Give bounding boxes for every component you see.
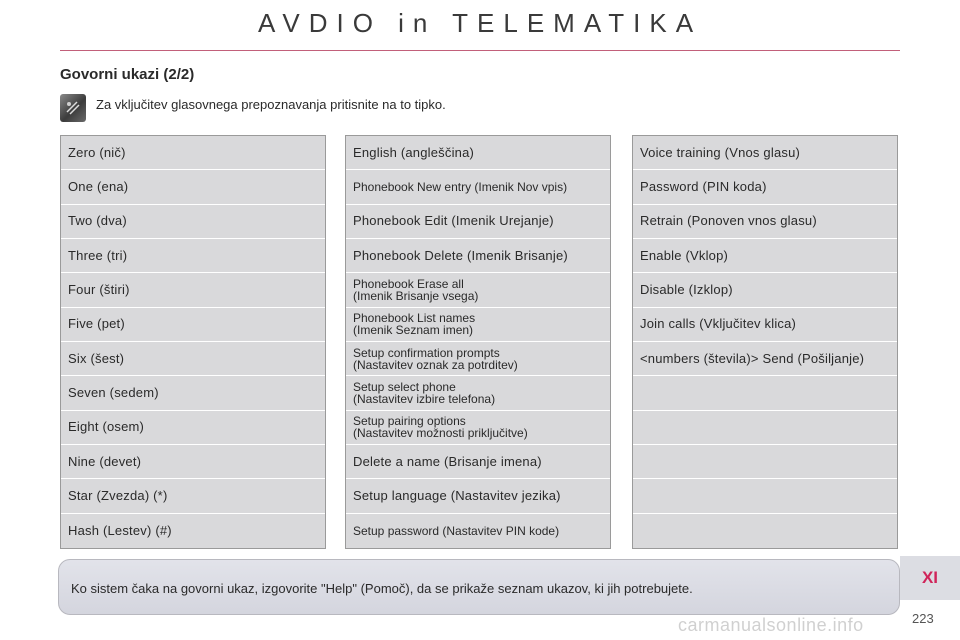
table-cell: Voice training (Vnos glasu) xyxy=(633,136,897,170)
table-cell: Setup language (Nastavitev jezika) xyxy=(346,479,610,513)
table-cell: Phonebook New entry (Imenik Nov vpis) xyxy=(346,170,610,204)
note-text: Ko sistem čaka na govorni ukaz, izgovorite "Help" (Pomoč), da se prikaže seznam ukazov, ki jih potrebujete. xyxy=(71,581,693,596)
table-cell: Setup password (Nastavitev PIN kode) xyxy=(353,523,560,538)
table-cell: Enable (Vklop) xyxy=(633,239,897,273)
table-cell: Six (šest) xyxy=(61,342,325,376)
table-cell: Two (dva) xyxy=(61,205,325,239)
table-cell: Setup confirmation prompts (Nastavitev oznak za potrditev) xyxy=(346,342,610,376)
voice-button-icon xyxy=(60,94,86,122)
chapter-tab xyxy=(900,556,960,600)
table-cell xyxy=(633,376,897,410)
commands-column-2 xyxy=(345,135,611,549)
table-cell: Eight (osem) xyxy=(61,411,325,445)
table-cell xyxy=(633,514,897,548)
table-cell: Password (PIN koda) xyxy=(633,170,897,204)
table-cell: Setup select phone (Nastavitev izbire telefona) xyxy=(346,376,610,410)
page-number: 223 xyxy=(912,611,934,626)
intro-text: Za vključitev glasovnega prepoznavanja pritisnite na to tipko. xyxy=(96,97,446,112)
table-cell: Five (pet) xyxy=(61,308,325,342)
table-cell: Phonebook Erase all (Imenik Brisanje vsega) xyxy=(346,273,610,307)
table-cell: Seven (sedem) xyxy=(61,376,325,410)
table-cell xyxy=(633,411,897,445)
table-cell: English (angleščina) xyxy=(346,136,610,170)
table-cell: Zero (nič) xyxy=(61,136,325,170)
table-cell: Disable (Izklop) xyxy=(633,273,897,307)
table-cell: Phonebook Delete (Imenik Brisanje) xyxy=(346,239,610,273)
table-cell xyxy=(633,445,897,479)
table-cell: Join calls (Vključitev klica) xyxy=(633,308,897,342)
page-header-title: AVDIO in TELEMATIKA xyxy=(257,8,703,38)
table-cell: Phonebook List names (Imenik Seznam imen) xyxy=(346,308,610,342)
section-title: Govorni ukazi (2/2) xyxy=(60,66,195,83)
commands-column-3 xyxy=(632,135,898,549)
table-cell: Four (štiri) xyxy=(61,273,325,307)
commands-column-1 xyxy=(60,135,326,549)
table-cell: Three (tri) xyxy=(61,239,325,273)
table-cell: Setup pairing options (Nastavitev možnosti priključitve) xyxy=(346,411,610,445)
table-cell: Delete a name (Brisanje imena) xyxy=(346,445,610,479)
watermark: carmanualsonline.info xyxy=(678,615,864,635)
note-box xyxy=(58,559,900,615)
table-cell: Nine (devet) xyxy=(61,445,325,479)
table-cell xyxy=(633,479,897,513)
table-cell: Retrain (Ponoven vnos glasu) xyxy=(633,205,897,239)
table-cell: Phonebook Edit (Imenik Urejanje) xyxy=(346,205,610,239)
table-cell: <numbers (številа)> Send (Pošiljanje) xyxy=(633,342,897,376)
table-cell: Hash (Lestev) (#) xyxy=(68,522,172,538)
chapter-label: XI xyxy=(921,568,939,587)
table-cell: One (ena) xyxy=(61,170,325,204)
table-cell: Star (Zvezda) (*) xyxy=(61,479,325,513)
header-divider xyxy=(60,50,900,51)
